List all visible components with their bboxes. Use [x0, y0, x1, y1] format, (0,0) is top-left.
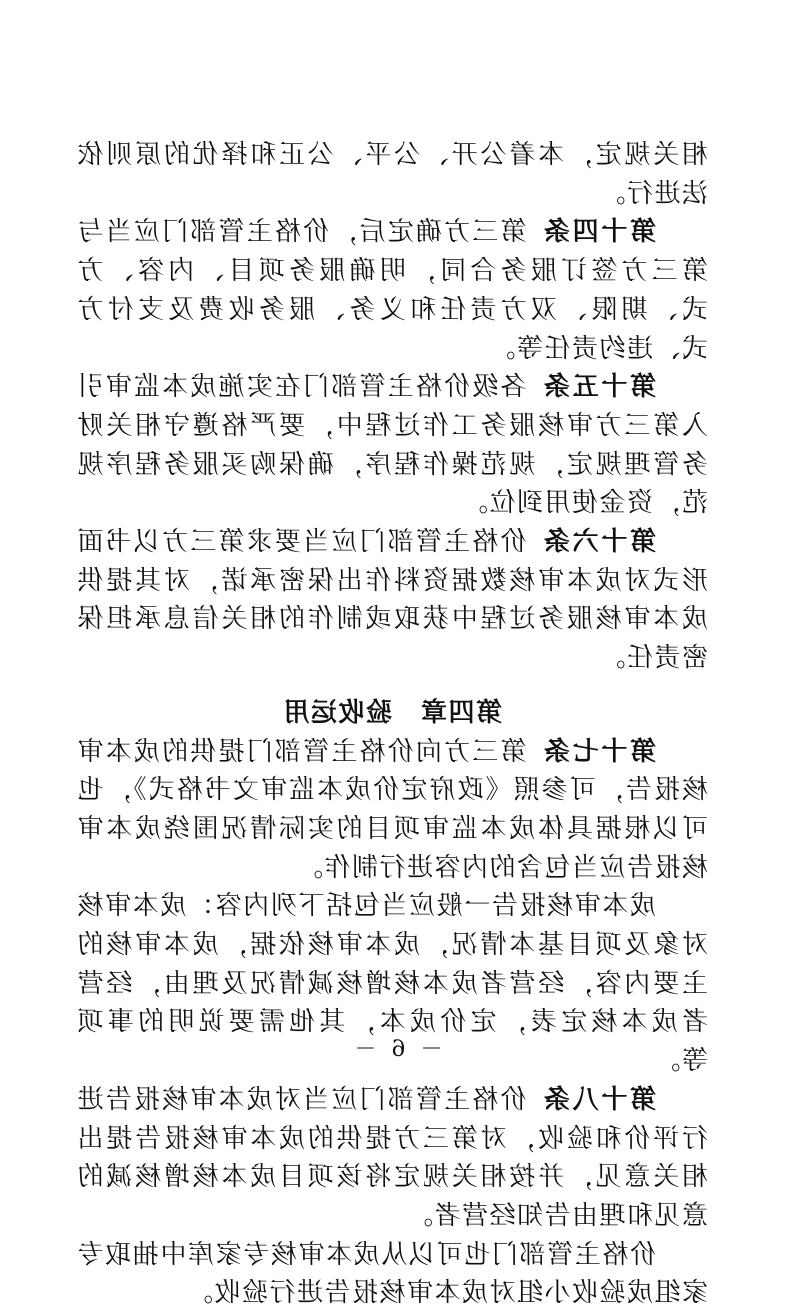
article-number: 第十四条	[541, 217, 656, 248]
paragraph-text: 相关规定，本着公开、公平、公正和择优的原则依法进行。	[76, 140, 708, 209]
article-number: 第十七条	[541, 736, 656, 767]
document-body	[76, 136, 708, 1313]
paragraph-text: 价格主管部门也可以从成本审核专家库中抽取专家组成验收小组对成本审核报告进行验收。	[76, 1239, 708, 1309]
paragraph-text: 各级价格主管部门在实施成本监审引入第三方审核服务工作过程中，要严格遵守相关财务管理规定，规范操作程序，确保购买服务程序规范，资金使用到位。	[76, 372, 708, 519]
page-number: － 6 －	[350, 1037, 443, 1062]
paragraph	[76, 733, 708, 888]
article-number: 第十五条	[541, 372, 656, 403]
paragraph	[76, 523, 708, 678]
paragraph-text: 第三方确定后，价格主管部门应当与第三方签订服务合同，明确服务项目、内容、方式、期限、双方责任和义务、服务收费及支付方式、违约责任等。	[76, 217, 708, 364]
chapter-title: 第四章 验收运用	[282, 697, 503, 728]
article-number: 第十六条	[541, 527, 656, 558]
section-after	[76, 733, 708, 1313]
paragraph	[76, 1236, 708, 1313]
section-before	[76, 136, 708, 678]
paragraph-text: 第三方向价格主管部门提供的成本审核报告，可参照《政府定价成本监审文书格式》，也可以根据具体成本监审项目的实际情况围绕成本审核报告应当包含的内容进行制作。	[76, 736, 708, 883]
article-number: 第十八条	[541, 1084, 656, 1115]
paragraph	[76, 136, 708, 213]
paragraph-text: 价格主管部门应当要求第三方以书面形式对成本审核数据资料作出保密承诺，对其提供成本审核服务过程中获取或制作的相关信息承担保密责任。	[76, 527, 708, 674]
paragraph-text: 价格主管部门应当对成本审核报告进行评价和验收，对第三方提供的成本审核报告提出相关意见，并按相关规定将该项目成本核增核减的意见和理由告知经营者。	[76, 1084, 708, 1231]
paragraph	[76, 368, 708, 523]
paragraph-text: 成本审核报告一般应当包括下列内容：成本审核对象及项目基本情况，成本审核依据，成本审核的主要内容，经营者成本核增核减情况及理由，经营者成本核定表，定价成本，其他需要说明的事项等。	[76, 891, 708, 1077]
paragraph	[76, 213, 708, 368]
paragraph	[76, 1081, 708, 1236]
